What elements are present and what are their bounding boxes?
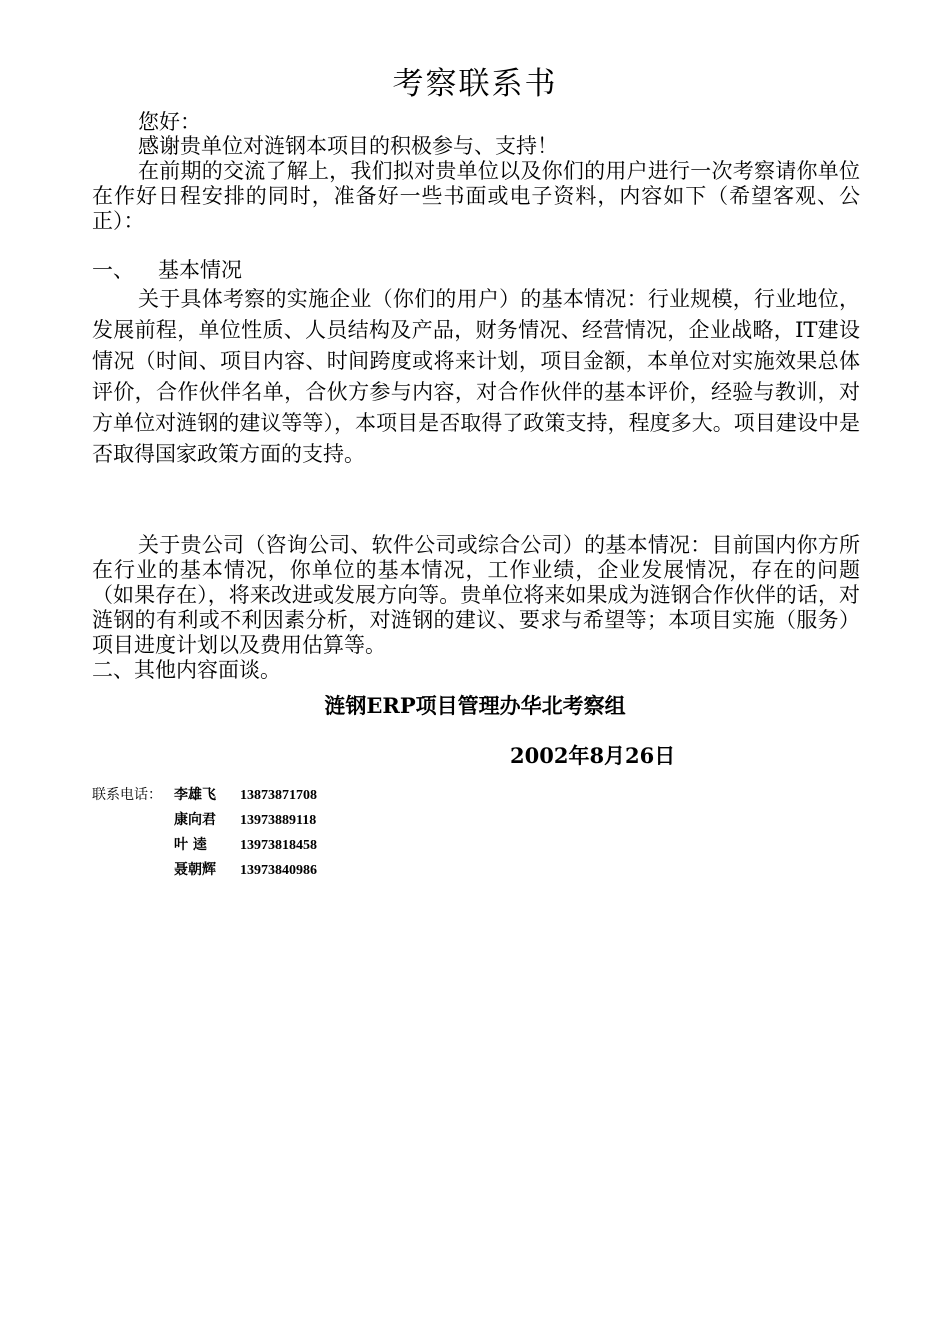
contacts-label: 联系电话： bbox=[92, 787, 162, 803]
contact-name: 叶 逵 bbox=[174, 837, 207, 853]
section-2-line: 二、其他内容面谈。 bbox=[92, 658, 281, 682]
section-1-number: 一、 bbox=[92, 258, 134, 282]
contact-row bbox=[92, 833, 317, 858]
contact-phone: 13973840986 bbox=[240, 863, 317, 878]
document-title: 考察联系书 bbox=[392, 66, 558, 102]
contacts-block bbox=[92, 783, 317, 883]
section-1-paragraph-1: 关于具体考察的实施企业（你们的用户）的基本情况：行业规模，行业地位，发展前程，单位性质、人员结构及产品，财务情况、经营情况，企业战略，IT建设情况（时间、项目内容、时间跨度或将来计划，项目金额，本单位对实施效果总体评价，合作伙伴名单，合伙方参与内容，对合作伙伴的基本评价，经验与教训，对方单位对涟钢的建议等等），本项目是否取得了政策支持，程度多大。项目建设中是否取得国家政策方面的支持。 bbox=[92, 287, 860, 466]
signature-date: 2002年8月26日 bbox=[510, 743, 676, 768]
contact-name: 聂朝辉 bbox=[174, 862, 216, 878]
contact-name: 李雄飞 bbox=[174, 787, 216, 803]
contact-row bbox=[92, 858, 317, 883]
section-1-paragraph-2: 关于贵公司（咨询公司、软件公司或综合公司）的基本情况：目前国内你方所在行业的基本情况，你单位的基本情况，工作业绩，企业发展情况，存在的问题（如果存在），将来改进或发展方向等。贵单位将来如果成为涟钢合作伙伴的话，对涟钢的有利或不利因素分析，对涟钢的建议、要求与希望等；本项目实施（服务）项目进度计划以及费用估算等。 bbox=[92, 533, 860, 657]
section-1-heading bbox=[92, 258, 242, 283]
section-1-title: 基本情况 bbox=[158, 258, 242, 282]
contact-phone: 13973818458 bbox=[240, 838, 317, 853]
contact-row bbox=[92, 783, 317, 808]
contact-row bbox=[92, 808, 317, 833]
thanks-line: 感谢贵单位对涟钢本项目的积极参与、支持！ bbox=[138, 134, 558, 158]
intro-paragraph: 在前期的交流了解上，我们拟对贵单位以及你们的用户进行一次考察请你单位在作好日程安排的同时，准备好一些书面或电子资料，内容如下（希望客观、公正）： bbox=[92, 159, 860, 233]
signature-organization: 涟钢ERP项目管理办华北考察组 bbox=[324, 693, 626, 718]
contact-name: 康向君 bbox=[174, 812, 216, 828]
greeting: 您好： bbox=[138, 110, 201, 134]
contact-phone: 13973889118 bbox=[240, 813, 317, 828]
contact-phone: 13873871708 bbox=[240, 788, 317, 803]
